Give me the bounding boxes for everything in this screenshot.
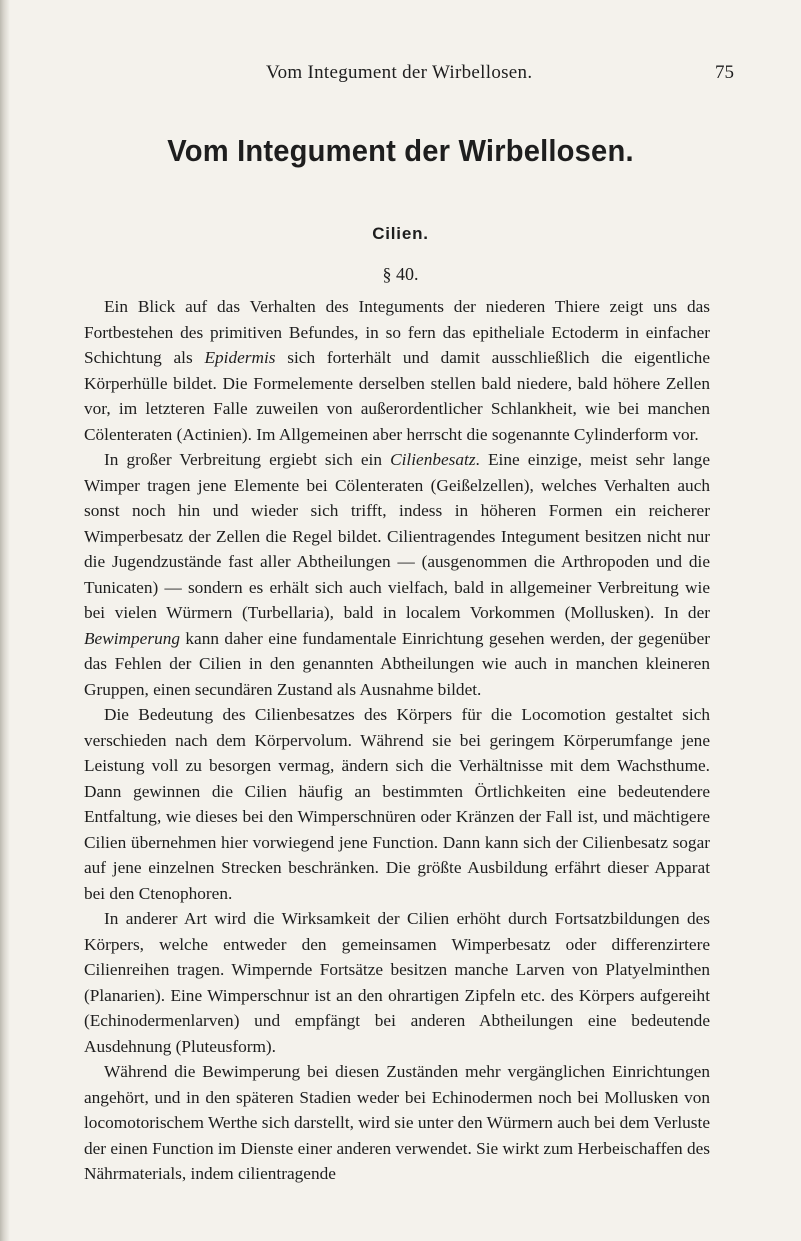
emphasized-term: Bewimperung: [84, 628, 180, 648]
body-paragraph: [84, 906, 710, 1059]
paragraph-number: § 40.: [382, 264, 419, 284]
chapter-title: Vom Integument der Wirbellosen.: [167, 133, 634, 168]
text-run: kann daher eine fundamentale Einrichtung gesehen werden, der gegenüber das Fehlen der Cilien in den genannten Abtheilungen wie auch in manchen kleineren Gruppen, einen secundären Zustand als Ausnahme bildet.: [84, 628, 710, 699]
emphasized-term: Cilienbesatz: [390, 450, 476, 469]
running-header: [0, 62, 801, 86]
body-text: [84, 294, 710, 1187]
body-paragraph: [84, 447, 710, 702]
running-title: Vom Integument der Wirbellosen.: [266, 62, 533, 83]
text-run: Die Bedeutung des Cilienbesatzes des Körpers für die Locomotion gestaltet sich verschieden nach dem Körpervolum. Während sie bei geringem Körperumfange jene Leistung voll zu besorgen vermag, ändern sich die Verhältnisse mit dem Wachsthume. Dann gewinnen die Cilien häufig an bestimmten Örtlichkeiten eine bedeutendere Entfaltung, wie dieses bei den Wimperschnüren oder Kränzen der Fall ist, und mächtigere Cilien übernehmen hier vorwiegend jene Function. Dann kann sich der Cilienbesatz sogar auf jene einzelnen Strecken beschränken. Die größte Ausbildung erfährt dieser Apparat bei den Ctenophoren.: [84, 705, 710, 903]
text-run: . Eine einzige, meist sehr lange Wimper tragen jene Elemente bei Cölenteraten (Geißelzellen), welches Verhalten auch sonst noch hin und wieder sich trifft, indess in höheren Formen ein reicherer Wimperbesatz der Zellen die Regel bildet. Cilientragendes Integument besitzen nicht nur die Jugendzustände fast aller Abtheilungen — (ausgenommen die Arthropoden und die Tunicaten) — sondern es erhält sich auch vielfach, bald in allgemeiner Verbreitung wie bei vielen Würmern (Turbellaria), bald in localem Vorkommen (Mollusken). In der: [84, 450, 710, 622]
body-paragraph: [84, 1059, 710, 1187]
section-title: Cilien.: [372, 224, 429, 243]
emphasized-term: Epidermis: [204, 348, 276, 367]
body-paragraph: [84, 294, 710, 447]
text-run: Ein Blick auf das Verhalten des Integuments der niederen Thiere zeigt uns das Fortbestehen des primitiven Befundes, in so fern das epitheliale Ectoderm in einfacher Schichtung als: [84, 297, 710, 367]
page-binding-shadow: [0, 0, 10, 1241]
page-number: 75: [715, 62, 734, 83]
text-run: In großer Verbreitung ergiebt sich ein: [104, 450, 391, 469]
text-run: Während die Bewimperung bei diesen Zuständen mehr vergänglichen Einrichtungen angehört, und in den späteren Stadien weder bei Echinodermen noch bei Mollusken von locomotorischem Werthe sich darstellt, wird sie unter den Würmern auch bei dem Verluste der einen Function im Dienste einer anderen verwendet. Sie wirkt zum Herbeischaffen des Nährmaterials, indem cilientragende: [84, 1062, 710, 1183]
text-run: sich forterhält und damit ausschließlich die eigentliche Körperhülle bildet. Die Formelemente derselben stellen bald niedere, bald höhere Zellen vor, im letzteren Falle zuweilen von außerordentlicher Schlankheit, wie bei manchen Cölenteraten (Actinien). Im Allgemeinen aber herrscht die sogenannte Cylinderform vor.: [84, 348, 710, 444]
body-paragraph: [84, 702, 710, 906]
text-run: In anderer Art wird die Wirksamkeit der Cilien erhöht durch Fortsatzbildungen des Körpers, welche entweder den gemeinsamen Wimperbesatz oder differenzirtere Cilienreihen tragen. Wimpernde Fortsätze besitzen manche Larven von Platyelminthen (Planarien). Eine Wimperschnur ist an den ohrartigen Zipfeln etc. des Körpers aufgereiht (Echinodermenlarven) und empfängt bei anderen Abtheilungen eine bedeutende Ausdehnung (Pluteusform).: [84, 909, 710, 1056]
